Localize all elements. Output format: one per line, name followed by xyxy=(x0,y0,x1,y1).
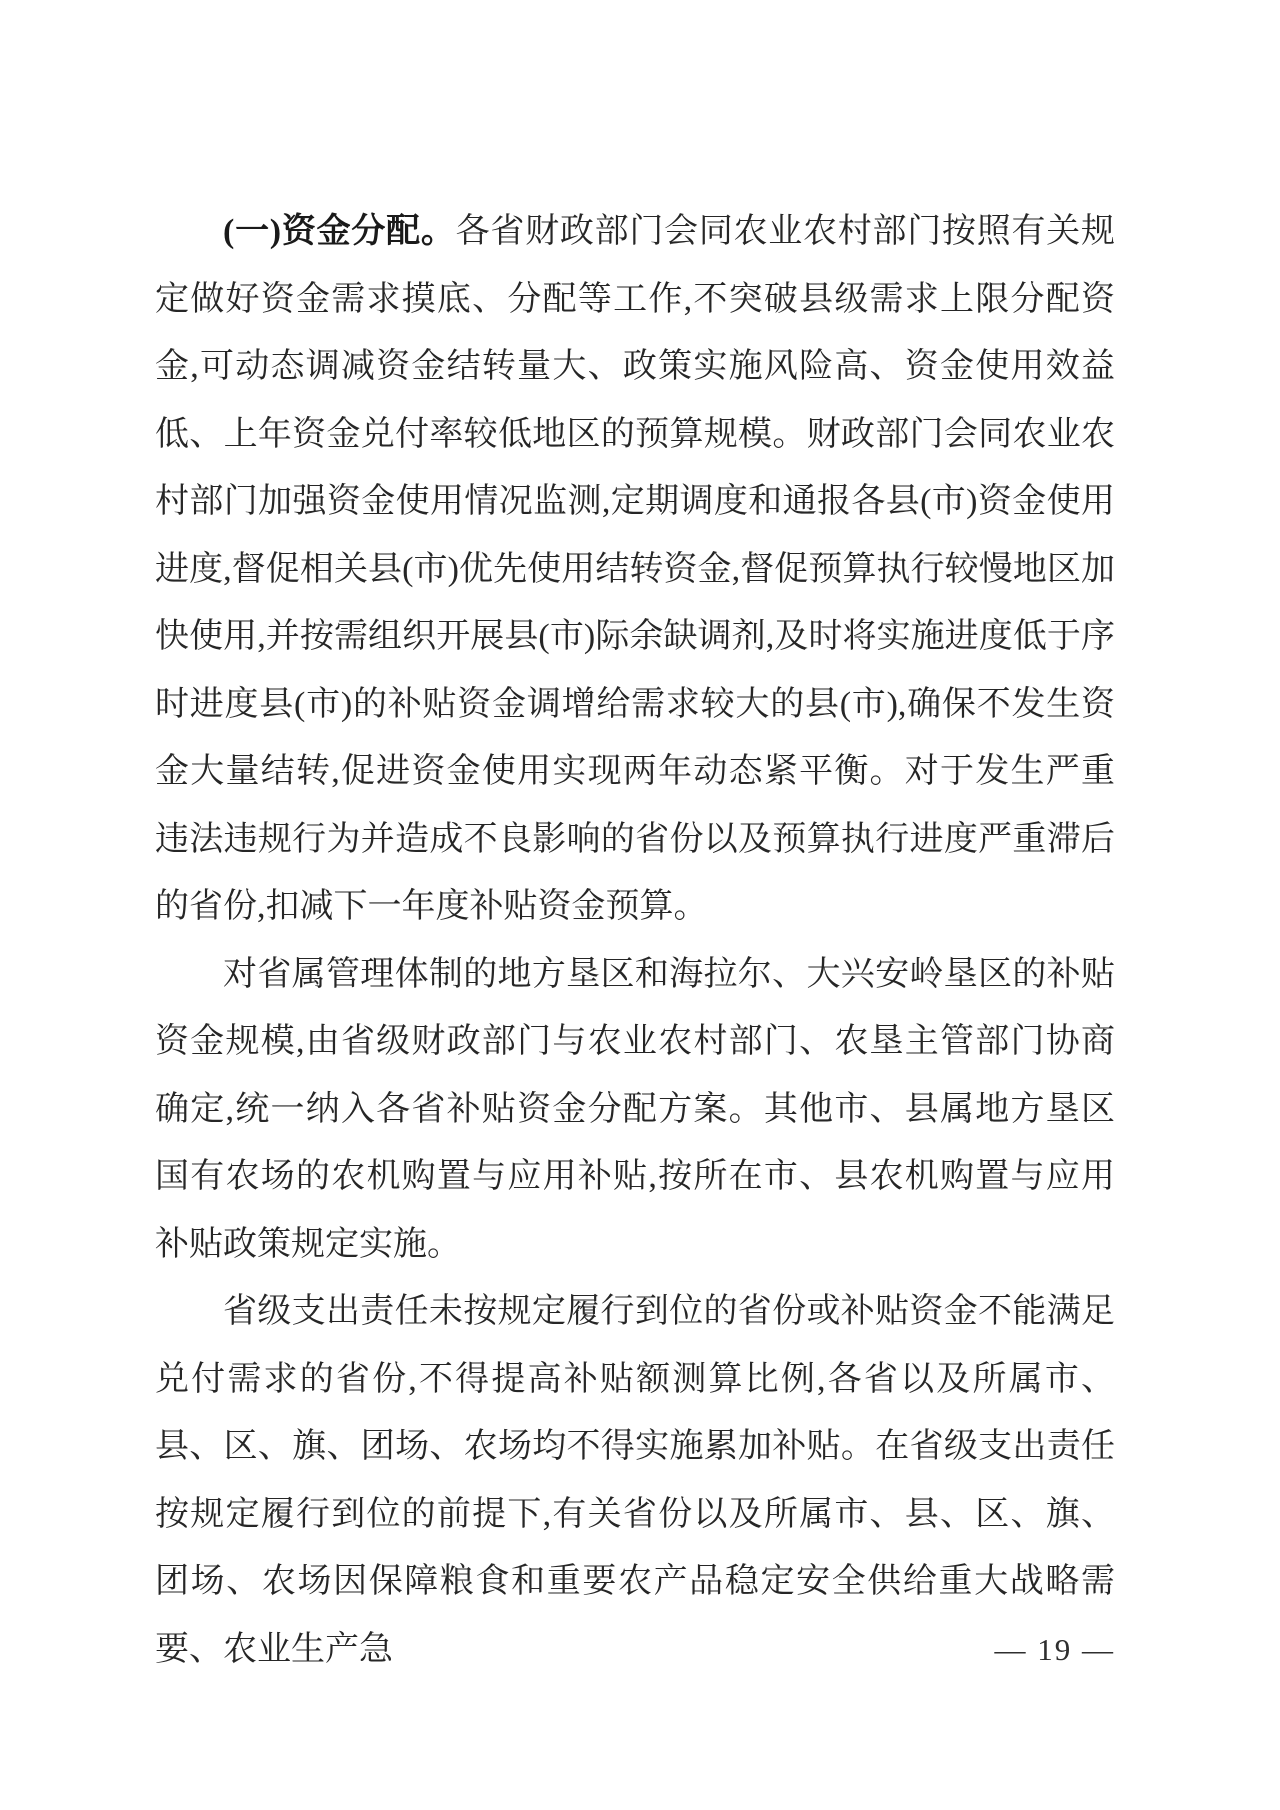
paragraph-text: 省级支出责任未按规定履行到位的省份或补贴资金不能满足兑付需求的省份,不得提高补贴额测算比例,各省以及所属市、县、区、旗、团场、农场均不得实施累加补贴。在省级支出责任按规定履行到位的前提下,有关省份以及所属市、县、区、旗、团场、农场因保障粮食和重要农产品稳定安全供给重大战略需要、农业生产急 xyxy=(155,1293,1115,1668)
page-number: — 19 — xyxy=(994,1632,1115,1667)
paragraph-provincial-responsibility xyxy=(155,1278,1115,1683)
paragraph-lead-heading: (一)资金分配。 xyxy=(223,213,456,250)
paragraph-text: 对省属管理体制的地方垦区和海拉尔、大兴安岭垦区的补贴资金规模,由省级财政部门与农业农村部门、农垦主管部门协商确定,统一纳入各省补贴资金分配方案。其他市、县属地方垦区国有农场的农机购置与应用补贴,按所在市、县农机购置与应用补贴政策规定实施。 xyxy=(155,955,1115,1263)
paragraph-reclamation-areas xyxy=(155,941,1115,1279)
document-body xyxy=(155,198,1115,1683)
paragraph-fund-allocation xyxy=(155,198,1115,941)
paragraph-text: 各省财政部门会同农业农村部门按照有关规定做好资金需求摸底、分配等工作,不突破县级需求上限分配资金,可动态调减资金结转量大、政策实施风险高、资金使用效益低、上年资金兑付率较低地区的预算规模。财政部门会同农业农村部门加强资金使用情况监测,定期调度和通报各县(市)资金使用进度,督促相关县(市)优先使用结转资金,督促预算执行较慢地区加快使用,并按需组织开展县(市)际余缺调剂,及时将实施进度低于序时进度县(市)的补贴资金调增给需求较大的县(市),确保不发生资金大量结转,促进资金使用实现两年动态紧平衡。对于发生严重违法违规行为并造成不良影响的省份以及预算执行进度严重滞后的省份,扣减下一年度补贴资金预算。 xyxy=(155,213,1115,925)
page-footer xyxy=(995,1632,1116,1668)
